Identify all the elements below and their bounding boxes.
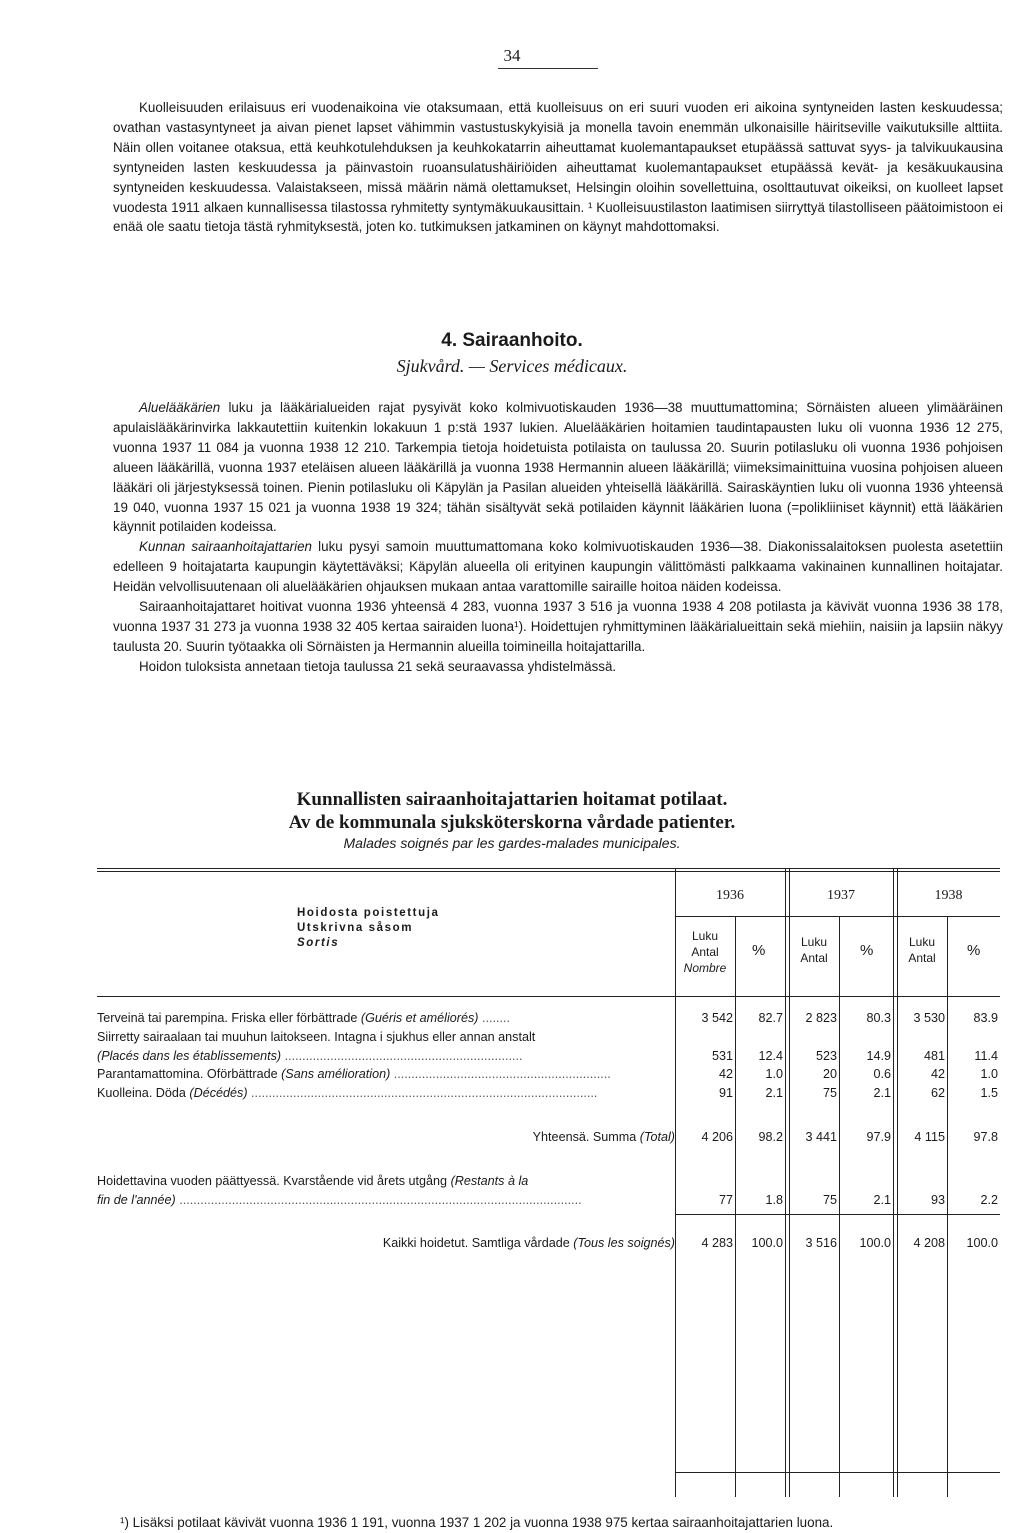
- label-italic: (Restants à la: [450, 1174, 529, 1188]
- paragraph-text: Sairaanhoitajattaret hoitivat vuonna 1936 yhteensä 4 283, vuonna 1937 3 516 ja vuonna 1938 4 208 potilasta ja kävivät vuonna 1936 38 178, vuonna 1937 31 273 ja vuonna 1938 32 405 kertaa sairaiden luona¹). Hoidettujen ryhmittyminen lääkärialueittain sekä miehiin, naisiin ja lapsiin näkyy taulusta 20. Suurin työtaakka oli Sörnäisten ja Hermannin alueilla toimineilla hoitajattarilla.: [113, 599, 1003, 654]
- table-cell-total-col5: 97.8: [973, 1130, 998, 1144]
- col-luku-fi: Luku: [691, 929, 719, 943]
- col-luku-1938: [897, 934, 947, 966]
- section-body: [113, 398, 1003, 677]
- table-cell-r3-col4: 42: [930, 1067, 945, 1081]
- row-label-remaining-2: [97, 1193, 675, 1207]
- table-cell-r4-col2: 75: [822, 1086, 837, 1100]
- table-cell-total-col4: 4 115: [914, 1130, 945, 1144]
- table-cell-total-col3: 97.9: [866, 1130, 891, 1144]
- page-number-rule: [498, 68, 598, 69]
- paragraph-lead: Kunnan sairaanhoitajattarien: [139, 539, 312, 555]
- table-cell-r0-col4: 3 530: [913, 1011, 945, 1025]
- table-cell-r2-col0: 531: [711, 1049, 733, 1063]
- table-cell-grand-col2: 3 516: [805, 1236, 837, 1250]
- stub-header-sv: Utskrivna såsom: [297, 922, 414, 934]
- col-luku-fi: Luku: [908, 935, 936, 949]
- stub-header-fi: Hoidosta poistettuja: [297, 907, 440, 919]
- table-cell-r0-col0: 3 542: [701, 1011, 733, 1025]
- years-rule: [675, 916, 1000, 917]
- label-text: Yhteensä. Summa: [532, 1130, 640, 1144]
- col-divider: [785, 868, 786, 1497]
- leader-dots: ...................................................................................................: [247, 1086, 598, 1100]
- paragraph-tuloksista: [113, 657, 1003, 677]
- table-top-rule-double: [97, 871, 1000, 872]
- row-label-placed: [97, 1049, 675, 1063]
- label-text: Siirretty sairaalaan tai muuhun laitokseen. Intagna i sjukhus eller annan anstalt: [97, 1030, 536, 1044]
- table-cell-r4-col1: 2.1: [765, 1086, 783, 1100]
- col-divider: [735, 916, 736, 1497]
- label-italic: (Décédés): [189, 1086, 248, 1100]
- stub-header-fr: Sortis: [297, 937, 340, 949]
- table-cell-grand-col5: 100.0: [966, 1236, 998, 1250]
- leader-dots: ..............................................................: [390, 1067, 611, 1081]
- section-title: 4. Sairaanhoito.: [441, 330, 583, 351]
- row-label-grand-total: [383, 1236, 675, 1250]
- col-luku-sv: Antal: [691, 945, 719, 959]
- label-text: Kuolleina. Döda: [97, 1086, 190, 1100]
- paragraph-text: Hoidon tuloksista annetaan tietoja taulussa 21 sekä seuraavassa yhdistelmässä.: [139, 658, 617, 674]
- col-luku-sv: Antal: [800, 951, 828, 965]
- page-number: 34: [503, 46, 521, 65]
- row-label-parantamattomina: [97, 1067, 675, 1081]
- table-cell-r2-col1: 12.4: [758, 1049, 783, 1063]
- table-cell-r4-col4: 62: [930, 1086, 945, 1100]
- label-italic: (Guéris et améliorés): [360, 1011, 479, 1025]
- col-pct-1937: %: [860, 942, 874, 959]
- table-cell-r3-col3: 0.6: [873, 1067, 891, 1081]
- leader-dots: ....................................................................: [281, 1049, 523, 1063]
- total-rule: [675, 1214, 1000, 1215]
- label-text: Parantamattomina. Oförbättrade: [97, 1067, 282, 1081]
- label-italic: (Total): [639, 1130, 675, 1144]
- col-luku-fi: Luku: [800, 935, 828, 949]
- table-cell-grand-col4: 4 208: [913, 1236, 945, 1250]
- table-cell-grand-col3: 100.0: [859, 1236, 891, 1250]
- paragraph-aluelaakarit: [113, 398, 1003, 537]
- patients-table: [97, 868, 1000, 1497]
- table-cell-r4-col3: 2.1: [873, 1086, 891, 1100]
- col-divider: [839, 916, 840, 1497]
- table-cell-total-col2: 3 441: [805, 1130, 837, 1144]
- col-divider: [893, 868, 894, 1497]
- table-cell-r0-col3: 80.3: [866, 1011, 891, 1025]
- grand-total-rule: [675, 1472, 1000, 1473]
- table-cell-r0-col5: 83.9: [973, 1011, 998, 1025]
- intro-paragraph: [113, 98, 1003, 237]
- table-cell-total-col1: 98.2: [758, 1130, 783, 1144]
- label-italic: (Placés dans les établissements): [97, 1049, 282, 1063]
- row-label-kuolleina: [97, 1086, 675, 1100]
- row-label-total: [533, 1130, 675, 1144]
- leader-dots: ...................................................................................................................: [175, 1193, 582, 1207]
- col-luku-fr: Nombre: [683, 961, 727, 975]
- label-italic: (Sans amélioration): [281, 1067, 391, 1081]
- year-1936: 1936: [716, 888, 744, 903]
- table-top-rule: [97, 868, 1000, 869]
- table-header-rule: [97, 996, 1000, 997]
- col-luku-sv: Antal: [908, 951, 936, 965]
- table-cell-r0-col2: 2 823: [805, 1011, 837, 1025]
- intro-text: Kuolleisuuden erilaisuus eri vuodenaikoina vie otaksumaan, että kuolleisuus on eri suuri vuoden eri aikoina syntyneiden lasten keskuudessa; ovathan vastasyntyneet ja aivan pienet lapset vähimmin vastustuskykyisiä ja monella tavoin enemmän ulkonaisille häiritseville vaikutuksille alttiita. Näin ollen voitanee otaksua, että keuhkotulehduksen ja keuhkokatarrin aiheuttamat kuolemantapaukset etupäässä sattuvat syys- ja talvikuukausina syntyneiden lasten keskuudessa ja päinvastoin ruoansulatushäiriöiden aiheuttamat kuolemantapaukset etupäässä kevät- ja kesäkuukausina syntyneiden keskuudessa. Valaistakseen, missä määrin nämä olettamukset, Helsingin oloihin sovellettuina, osolttautuvat oikeiksi, on kuolleet lapset vuodesta 1911 alkaen kunnallisessa tilastossa ryhmitetty syntymäkuukausittain. ¹ Kuolleisuustilaston laatimisen siirryttyä tilastolliseen päätoimistoon ei enää ole saatu tietoja tästä ryhmityksestä, joten ko. tutkimuksen jatkaminen on käynyt mahdottomaksi.: [113, 100, 1003, 235]
- year-1938: 1938: [934, 888, 963, 903]
- paragraph-text: luku pysyi samoin muuttumattomana koko kolmivuotiskauden 1936—38. Diakonissalaitoksen puolesta asetettiin edelleen 9 hoitajatarta kaupungin käytettäväksi; Käpylän alueella oli erityinen kaupungin välittömästi palkkaama vakinainen kunnallinen hoitajatar. Heidän velvollisuutenaan oli aluelääkärien ohjauksen mukaan antaa varattomille sairaille hoitoa näiden kodeissa.: [113, 539, 1003, 595]
- col-divider: [947, 916, 948, 1497]
- table-cell-r2-col3: 14.9: [866, 1049, 891, 1063]
- section-subtitle: Sjukvård. — Services médicaux.: [396, 356, 628, 376]
- table-cell-rem-col1: 1.8: [765, 1193, 783, 1207]
- stub-header: [297, 906, 440, 951]
- table-cell-r3-col2: 20: [822, 1067, 837, 1081]
- table-cell-total-col0: 4 206: [701, 1130, 733, 1144]
- table-cell-rem-col3: 2.1: [873, 1193, 891, 1207]
- table-cell-rem-col5: 2.2: [980, 1193, 998, 1207]
- label-italic: fin de l'année): [97, 1193, 176, 1207]
- table-cell-rem-col4: 93: [930, 1193, 945, 1207]
- table-cell-r2-col5: 11.4: [974, 1049, 998, 1063]
- label-text: Kaikki hoidetut. Samtliga vårdade: [382, 1236, 574, 1250]
- label-text: Terveinä tai parempina. Friska eller förbättrade: [97, 1011, 361, 1025]
- col-luku-1936: [675, 928, 735, 976]
- label-text: Hoidettavina vuoden päättyessä. Kvarstående vid årets utgång: [97, 1174, 451, 1188]
- table-cell-grand-col0: 4 283: [701, 1236, 733, 1250]
- table-cell-r2-col2: 523: [815, 1049, 837, 1063]
- table-title-swedish: Av de kommunala sjuksköterskorna vårdade patienter.: [288, 812, 736, 833]
- row-label-terveina: [97, 1011, 675, 1025]
- table-cell-r4-col0: 91: [718, 1086, 733, 1100]
- table-cell-rem-col0: 77: [718, 1193, 733, 1207]
- paragraph-hoitivat: [113, 597, 1003, 657]
- table-cell-r3-col5: 1.0: [980, 1067, 998, 1081]
- col-luku-1937: [789, 934, 839, 966]
- paragraph-lead: Aluelääkärien: [139, 400, 221, 415]
- row-label-siirretty: [97, 1030, 675, 1044]
- year-1937: 1937: [827, 888, 855, 903]
- paragraph-hoitajattaret: [113, 537, 1003, 597]
- table-cell-rem-col2: 75: [822, 1193, 837, 1207]
- table-title-french: Malades soignés par les gardes-malades municipales.: [343, 835, 681, 851]
- label-italic: (Tous les soignés): [573, 1236, 675, 1250]
- leader-dots: ........: [478, 1011, 510, 1025]
- table-cell-grand-col1: 100.0: [751, 1236, 783, 1250]
- footnote: ¹) Lisäksi potilaat kävivät vuonna 1936 1 191, vuonna 1937 1 202 ja vuonna 1938 975 kertaa sairaanhoitajattarien luona.: [120, 1515, 834, 1530]
- col-pct-1936: %: [752, 942, 766, 959]
- table-cell-r2-col4: 481: [923, 1049, 945, 1063]
- row-label-remaining-1: [97, 1174, 675, 1188]
- paragraph-text: luku ja lääkärialueiden rajat pysyivät koko kolmivuotiskauden 1936—38 muuttumattomina; Sörnäisten alueen ylimääräinen apulaislääkärinvirka lakkautettiin kuitenkin lokakuun 1 p:stä 1937 lukien. Aluelääkärien hoitamien taudintapausten luku oli vuonna 1936 12 275, vuonna 1937 11 084 ja vuonna 1938 12 210. Tarkempia tietoja hoidetuista potilaista on taulussa 20. Suurin potilasluku oli vuonna 1936 pohjoisen alueen lääkärillä, vuonna 1937 eteläisen alueen lääkärillä ja vuonna 1938 Hermannin alueen lääkärillä; viimeksimainittuina vuosina pohjoisen alueen lääkäri oli järjestyksessä toinen. Pienin potilasluku oli Käpylän ja Pasilan alueiden yhteisellä lääkärillä. Sairaskäyntien luku oli vuonna 1936 yhteensä 19 040, vuonna 1937 15 021 ja vuonna 1938 19 324; tähän sisältyvät sekä potilaiden käynnit lääkärien luona (=polikliiniset käynnit) että lääkärien käynnit potilaiden kodeissa.: [113, 400, 1003, 535]
- table-title-finnish: Kunnallisten sairaanhoitajattarien hoitamat potilaat.: [296, 789, 728, 810]
- table-cell-r3-col0: 42: [718, 1067, 733, 1081]
- table-cell-r4-col5: 1.5: [980, 1086, 998, 1100]
- table-cell-r0-col1: 82.7: [758, 1011, 783, 1025]
- col-pct-1938: %: [967, 942, 981, 959]
- table-cell-r3-col1: 1.0: [765, 1067, 783, 1081]
